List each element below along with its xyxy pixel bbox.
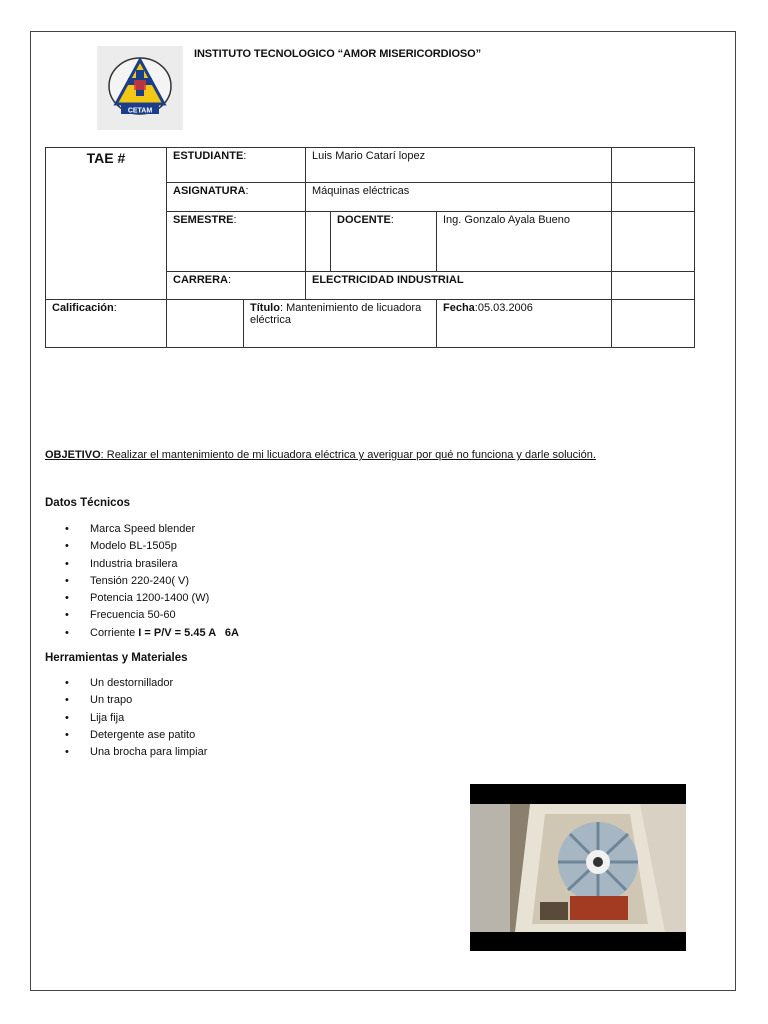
list-item (45, 625, 239, 642)
asignatura-value-cell (306, 183, 612, 212)
info-table (45, 147, 695, 348)
corriente-prefix: Corriente (90, 626, 139, 639)
datos-tecnicos-list (45, 521, 239, 642)
fecha-value: 05.03.2006 (477, 302, 533, 314)
semestre-label: SEMESTRE (173, 214, 234, 226)
empty-cell (612, 148, 695, 183)
calificacion-label: Calificación (52, 302, 114, 314)
institution-logo (97, 46, 183, 130)
carrera-value: ELECTRICIDAD INDUSTRIAL (312, 274, 464, 286)
asignatura-label: ASIGNATURA (173, 185, 246, 197)
list-item: • Lija fija (45, 710, 207, 727)
list-item: • Industria brasilera (45, 556, 239, 573)
empty-cell (612, 183, 695, 212)
titulo-value: Mantenimiento de licuadora eléctrica (250, 302, 422, 326)
herramientas-heading: Herramientas y Materiales (45, 652, 188, 664)
list-item: • Detergente ase patito (45, 727, 207, 744)
carrera-label: CARRERA (173, 274, 228, 286)
list-item: • Un trapo (45, 692, 207, 709)
list-item: • Frecuencia 50-60 (45, 607, 239, 624)
calificacion-label-cell: Calificación: (46, 300, 167, 348)
list-item: • Una brocha para limpiar (45, 744, 207, 761)
titulo-label: Título (250, 302, 280, 314)
docente-label: DOCENTE (337, 214, 391, 226)
list-item: • Tensión 220-240( V) (45, 573, 239, 590)
docente-label-cell: DOCENTE: (331, 212, 437, 272)
list-item: • Modelo BL-1505p (45, 538, 239, 555)
institution-title: INSTITUTO TECNOLOGICO “AMOR MISERICORDIOSO” (194, 48, 482, 60)
asignatura-value: Máquinas eléctricas (312, 185, 410, 197)
list-item: • Un destornillador (45, 675, 207, 692)
empty-cell (612, 300, 695, 348)
semestre-value-cell (306, 212, 331, 272)
carrera-value-cell (306, 272, 612, 300)
carrera-label-cell: CARRERA: (167, 272, 306, 300)
objective: OBJETIVO: Realizar el mantenimiento de mi licuadora eléctrica y averiguar por qué no funciona y darle solución. (45, 449, 596, 461)
blender-motor-image (470, 784, 686, 951)
logo-text: CETAM (127, 107, 153, 115)
asignatura-label-cell: ASIGNATURA: (167, 183, 306, 212)
calificacion-value-cell (167, 300, 244, 348)
herramientas-list (45, 675, 207, 761)
estudiante-label-cell: ESTUDIANTE: (167, 148, 306, 183)
estudiante-value-cell (306, 148, 612, 183)
fecha-label: Fecha (443, 302, 475, 314)
docente-value: Ing. Gonzalo Ayala Bueno (443, 214, 571, 226)
objective-text: Realizar el mantenimiento de mi licuadora eléctrica y averiguar por qué no funciona y darle solución. (106, 449, 596, 461)
tae-label: TAE # (86, 150, 126, 166)
docente-value-cell (437, 212, 612, 272)
semestre-label-cell: SEMESTRE: (167, 212, 306, 272)
list-item: • Marca Speed blender (45, 521, 239, 538)
blender-motor-photo (470, 784, 686, 951)
corriente-formula: I = P/V = 5.45 A 6A (138, 626, 239, 639)
objective-label: OBJETIVO (45, 449, 101, 461)
list-item: • Potencia 1200-1400 (W) (45, 590, 239, 607)
estudiante-value: Luis Mario Catarí lopez (312, 150, 426, 162)
estudiante-label: ESTUDIANTE (173, 150, 244, 162)
empty-cell (612, 272, 695, 300)
cetam-logo-icon (97, 46, 183, 130)
tae-cell (46, 148, 167, 300)
datos-tecnicos-heading: Datos Técnicos (45, 497, 130, 509)
fecha-cell: Fecha:05.03.2006 (437, 300, 612, 348)
empty-cell (612, 212, 695, 272)
titulo-cell: Título: Mantenimiento de licuadora eléctrica (244, 300, 437, 348)
